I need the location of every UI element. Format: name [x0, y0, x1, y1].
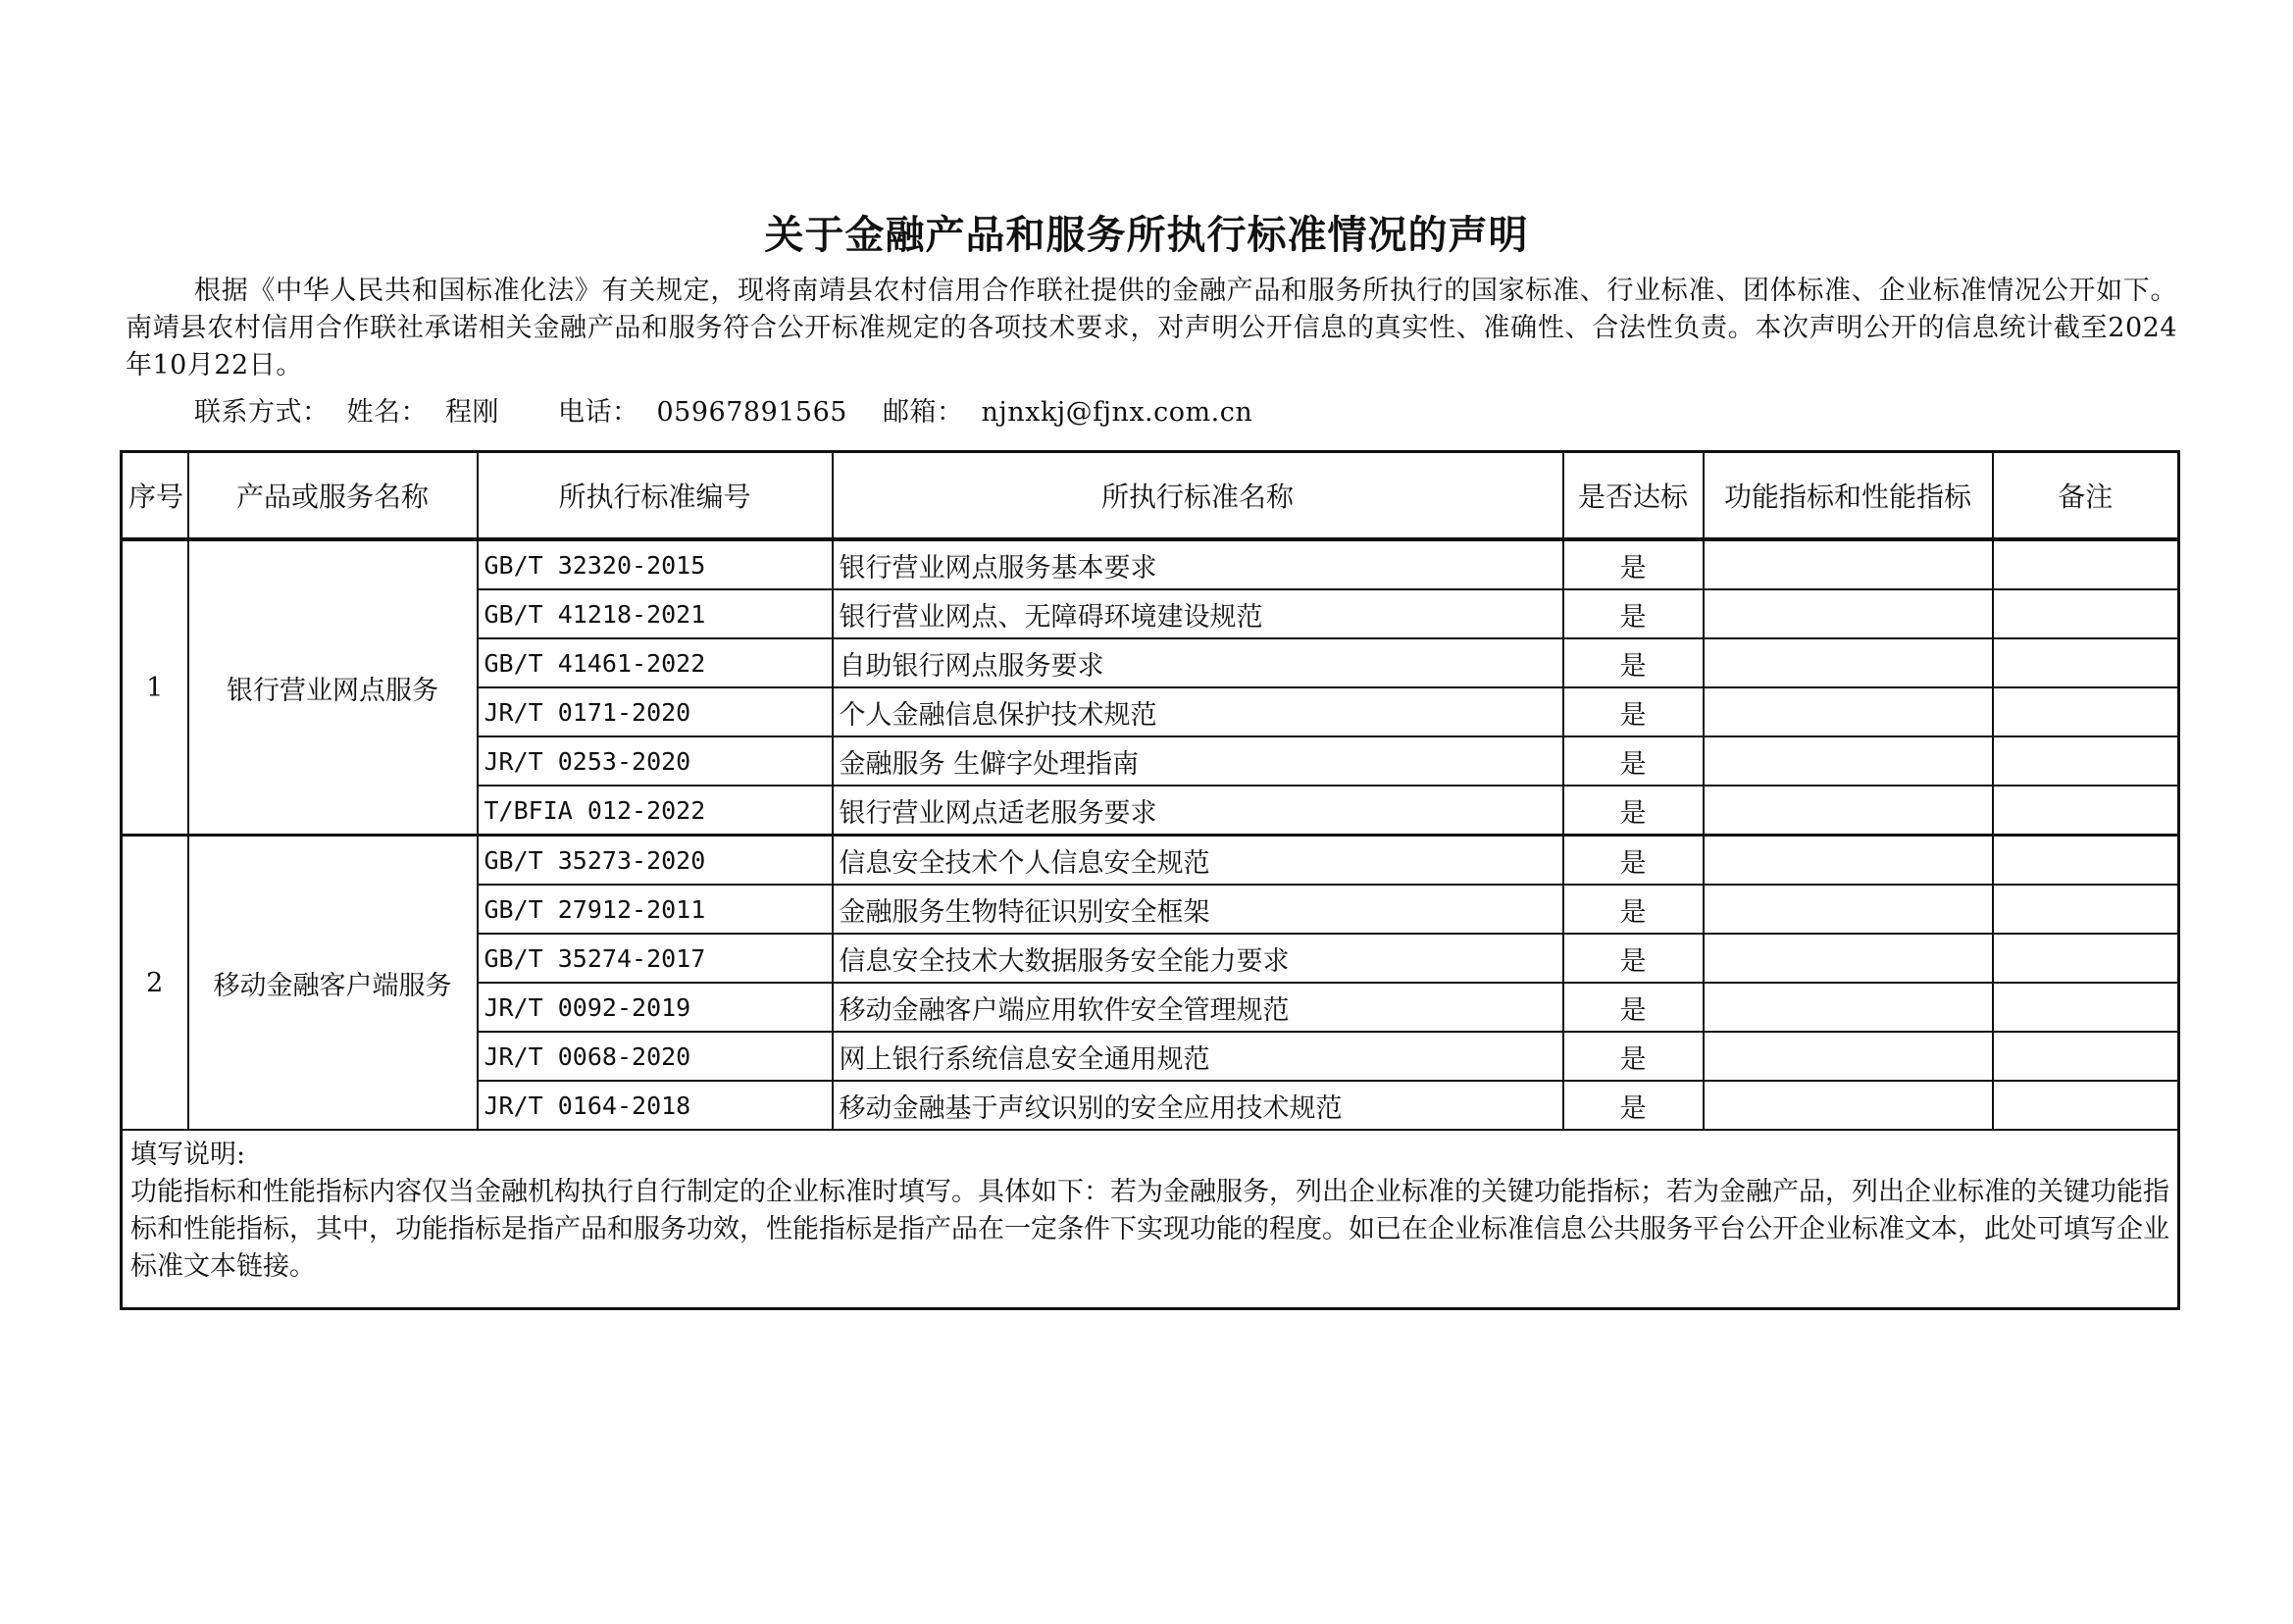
remark-value [1993, 885, 2179, 934]
note-text: 功能指标和性能指标内容仅当金融机构执行自行制定的企业标准时填写。具体如下：若为金融服务，列出企业标准的关键功能指标；若为金融产品，列出企业标准的关键功能指标和性能指标，其中，功能指标是指产品和服务功效，性能指标是指产品在一定条件下实现功能的程度。如已在企业标准信息公共服务平台公开企业标准文本，此处可填写企业标准文本链接。 [130, 1177, 2169, 1282]
compliant-value: 是 [1563, 1081, 1704, 1130]
group-service: 银行营业网点服务 [188, 539, 478, 836]
compliant-value: 是 [1563, 638, 1704, 687]
note-row [122, 1130, 2179, 1309]
standard-name: 银行营业网点、无障碍环境建设规范 [833, 589, 1563, 638]
table-row [122, 539, 2179, 589]
header-compliant: 是否达标 [1563, 452, 1704, 540]
compliant-value: 是 [1563, 539, 1704, 589]
contact-email: njnxkj@fjnx.com.cn [981, 397, 1253, 428]
header-metrics: 功能指标和性能指标 [1704, 452, 1993, 540]
group-no: 1 [122, 539, 188, 836]
metric-value [1704, 539, 1993, 589]
metric-value [1704, 934, 1993, 983]
contact-phone: 05967891565 [656, 397, 847, 428]
standard-code: JR/T 0068-2020 [478, 1032, 833, 1081]
standard-name: 信息安全技术大数据服务安全能力要求 [833, 934, 1563, 983]
document-title: 关于金融产品和服务所执行标准情况的声明 [764, 213, 1529, 258]
remark-value [1993, 983, 2179, 1032]
compliant-value: 是 [1563, 687, 1704, 736]
metric-value [1704, 885, 1993, 934]
remark-value [1993, 736, 2179, 786]
contact-label: 联系方式： [194, 397, 330, 428]
contact-line [194, 394, 1270, 431]
compliant-value: 是 [1563, 836, 1704, 886]
standard-code: GB/T 41218-2021 [478, 589, 833, 638]
remark-value [1993, 934, 2179, 983]
remark-value [1993, 638, 2179, 687]
compliant-value: 是 [1563, 736, 1704, 786]
metric-value [1704, 786, 1993, 836]
contact-phone-label: 电话： [558, 397, 639, 428]
standard-code: JR/T 0164-2018 [478, 1081, 833, 1130]
metric-value [1704, 638, 1993, 687]
metric-value [1704, 687, 1993, 736]
remark-value [1993, 786, 2179, 836]
compliant-value: 是 [1563, 983, 1704, 1032]
remark-value [1993, 836, 2179, 886]
standard-name: 信息安全技术个人信息安全规范 [833, 836, 1563, 886]
standard-code: GB/T 35274-2017 [478, 934, 833, 983]
remark-value [1993, 539, 2179, 589]
metric-value [1704, 983, 1993, 1032]
group-service: 移动金融客户端服务 [188, 836, 478, 1131]
contact-name: 程刚 [445, 397, 499, 428]
contact-email-label: 邮箱： [882, 397, 964, 428]
standard-code: T/BFIA 012-2022 [478, 786, 833, 836]
header-remark: 备注 [1993, 452, 2179, 540]
group-no: 2 [122, 836, 188, 1131]
standard-code: JR/T 0092-2019 [478, 983, 833, 1032]
standard-code: GB/T 32320-2015 [478, 539, 833, 589]
standards-table [120, 450, 2180, 1310]
table-row [122, 836, 2179, 886]
standard-name: 个人金融信息保护技术规范 [833, 687, 1563, 736]
compliant-value: 是 [1563, 786, 1704, 836]
metric-value [1704, 836, 1993, 886]
remark-value [1993, 687, 2179, 736]
standard-name: 移动金融客户端应用软件安全管理规范 [833, 983, 1563, 1032]
standard-name: 银行营业网点适老服务要求 [833, 786, 1563, 836]
remark-value [1993, 1081, 2179, 1130]
note-cell [122, 1130, 2179, 1309]
standard-code: GB/T 35273-2020 [478, 836, 833, 886]
contact-name-label: 姓名： [346, 397, 428, 428]
header-code: 所执行标准编号 [478, 452, 833, 540]
standard-name: 金融服务 生僻字处理指南 [833, 736, 1563, 786]
standard-code: JR/T 0253-2020 [478, 736, 833, 786]
metric-value [1704, 1032, 1993, 1081]
note-title: 填写说明: [130, 1140, 246, 1170]
standard-name: 网上银行系统信息安全通用规范 [833, 1032, 1563, 1081]
standard-name: 银行营业网点服务基本要求 [833, 539, 1563, 589]
compliant-value: 是 [1563, 934, 1704, 983]
compliant-value: 是 [1563, 589, 1704, 638]
metric-value [1704, 1081, 1993, 1130]
standard-code: GB/T 27912-2011 [478, 885, 833, 934]
standard-code: JR/T 0171-2020 [478, 687, 833, 736]
metric-value [1704, 736, 1993, 786]
metric-value [1704, 589, 1993, 638]
standard-name: 移动金融基于声纹识别的安全应用技术规范 [833, 1081, 1563, 1130]
remark-value [1993, 1032, 2179, 1081]
header-service: 产品或服务名称 [188, 452, 478, 540]
standard-name: 金融服务生物特征识别安全框架 [833, 885, 1563, 934]
standard-code: GB/T 41461-2022 [478, 638, 833, 687]
table-header-row [122, 452, 2179, 540]
compliant-value: 是 [1563, 885, 1704, 934]
standard-name: 自助银行网点服务要求 [833, 638, 1563, 687]
header-no: 序号 [122, 452, 188, 540]
intro-paragraph: 根据《中华人民共和国标准化法》有关规定，现将南靖县农村信用合作联社提供的金融产品和服务所执行的国家标准、行业标准、团体标准、企业标准情况公开如下。南靖县农村信用合作联社承诺相关金融产品和服务符合公开标准规定的各项技术要求，对声明公开信息的真实性、准确性、合法性负责。本次声明公开的信息统计截至2024年10月22日。 [126, 276, 2177, 381]
compliant-value: 是 [1563, 1032, 1704, 1081]
remark-value [1993, 589, 2179, 638]
header-standard-name: 所执行标准名称 [833, 452, 1563, 540]
